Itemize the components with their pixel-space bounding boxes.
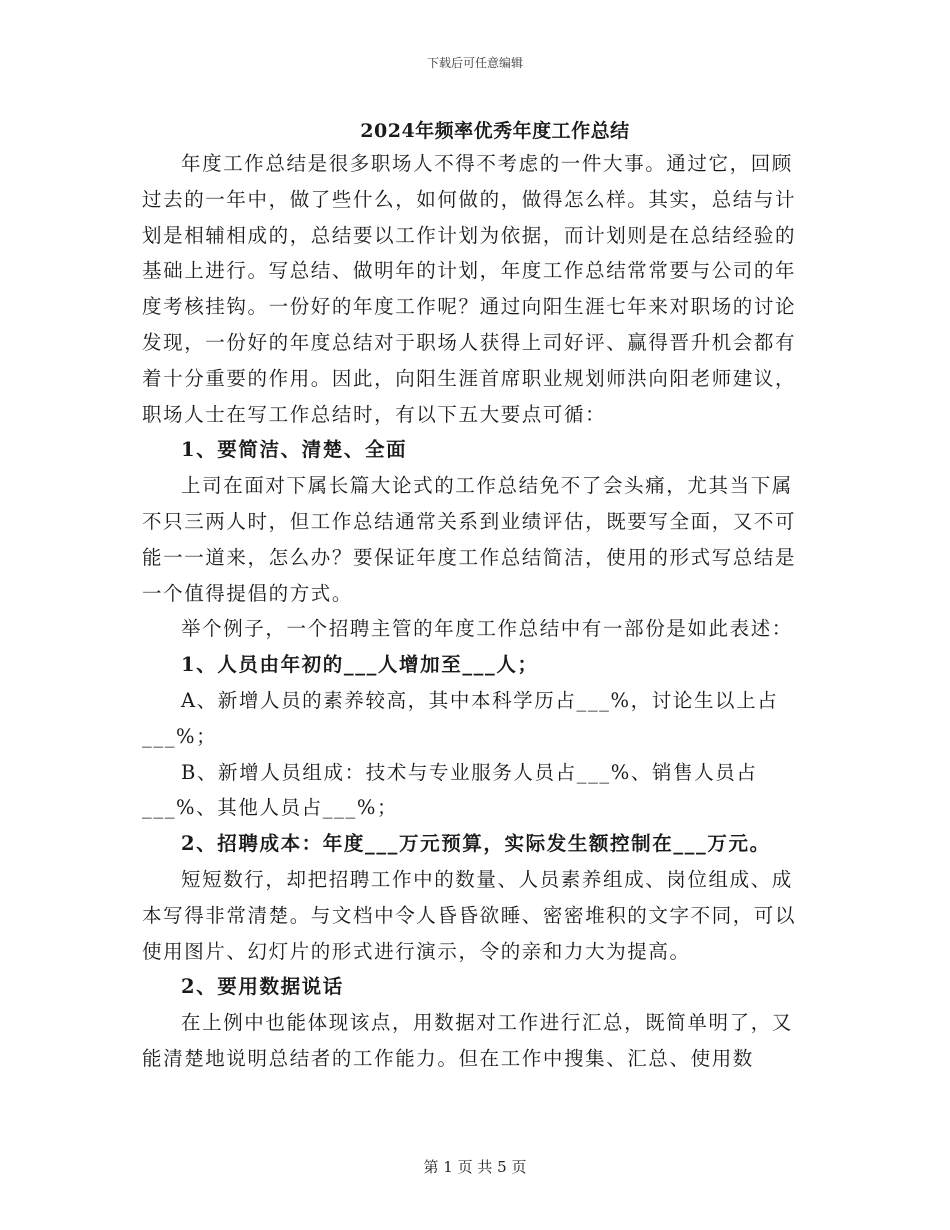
section-heading: 2、招聘成本：年度___万元预算，实际发生额控制在___万元。 [181, 832, 771, 856]
section-heading: 2、要用数据说话 [181, 975, 344, 999]
header-note: 下载后可任意编辑 [426, 56, 523, 70]
body-paragraph: 上司在面对下属长篇大论式的工作总结免不了会头痛，尤其当下属不只三两人时，但工作总结通常关系到业绩评估，既要写全面，又不可能一一道来，怎么办？要保证年度工作总结简洁，使用的形式写总结是一个值得提倡的方式。 [142, 474, 797, 605]
document-body [142, 146, 812, 1077]
document-title: 2024年频率优秀年度工作总结 [360, 120, 630, 142]
body-paragraph: 在上例中也能体现该点，用数据对工作进行汇总，既简单明了，又能清楚地说明总结者的工作能力。但在工作中搜集、汇总、使用数 [142, 1011, 793, 1070]
body-paragraph: 举个例子，一个招聘主管的年度工作总结中有一部份是如此表述： [181, 617, 793, 641]
body-paragraph: A、新增人员的素养较高，其中本科学历占___%，讨论生以上占___%； [142, 688, 779, 748]
body-paragraph: B、新增人员组成：技术与专业服务人员占___%、销售人员占___%、其他人员占___%； [142, 760, 758, 820]
page-number-footer: 第 1 页 共 5 页 [423, 1158, 527, 1176]
section-heading: 1、人员由年初的___人增加至___人； [181, 653, 539, 677]
body-paragraph: 短短数行，却把招聘工作中的数量、人员素养组成、岗位组成、成本写得非常清楚。与文档中令人昏昏欲睡、密密堆积的文字不同，可以使用图片、幻灯片的形式进行演示，令的亲和力大为提高。 [142, 867, 797, 963]
body-paragraph: 年度工作总结是很多职场人不得不考虑的一件大事。通过它，回顾过去的一年中，做了些什么，如何做的，做得怎么样。其实，总结与计划是相辅相成的，总结要以工作计划为依据，而计划则是在总结经验的基础上进行。写总结、做明年的计划，年度工作总结常常要与公司的年度考核挂钩。一份好的年度工作呢？通过向阳生涯七年来对职场的讨论发现，一份好的年度总结对于职场人获得上司好评、赢得晋升机会都有着十分重要的作用。因此，向阳生涯首席职业规划师洪向阳老师建议，职场人士在写工作总结时，有以下五大要点可循： [142, 152, 797, 426]
section-heading: 1、要简洁、清楚、全面 [181, 438, 408, 462]
